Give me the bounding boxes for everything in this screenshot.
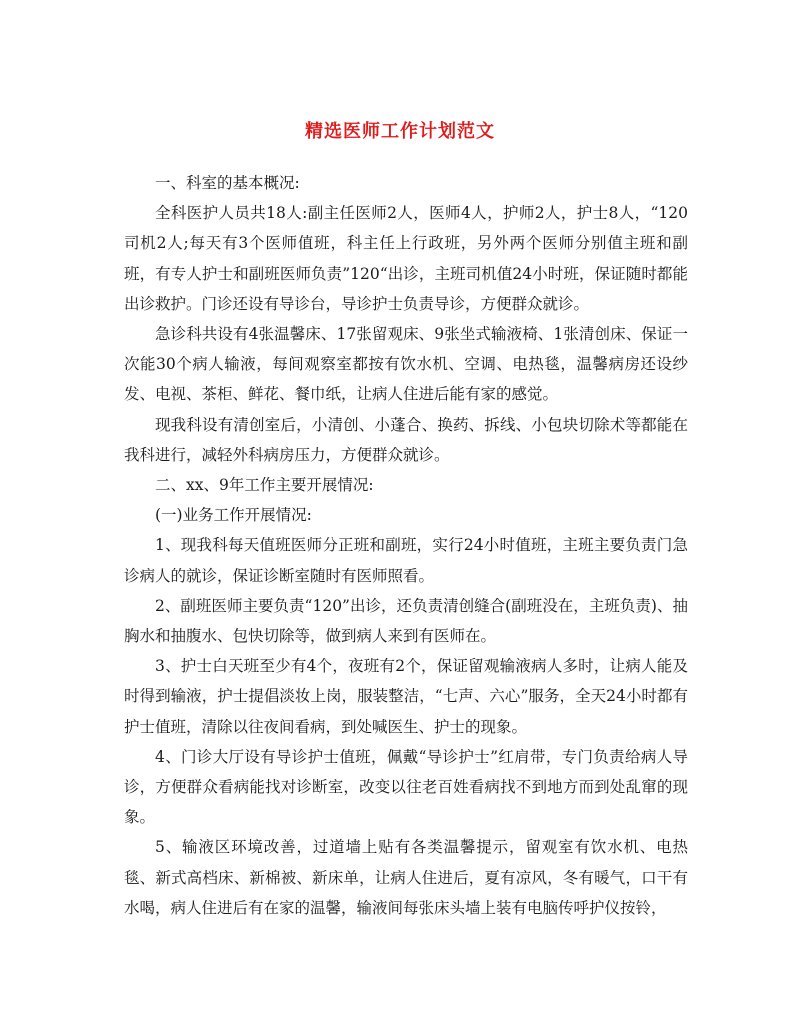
list-item: 1、现我科每天值班医师分正班和副班，实行24小时值班，主班主要负责门急诊病人的就诊，保证诊断室随时有医师照看。 xyxy=(124,536,688,585)
section-heading: 二、xx、9年工作主要开展情况: xyxy=(155,476,374,495)
paragraph: 全科医护人员共18人:副主任医师2人，医师4人，护师2人，护士8人，“120司机2人;每天有3个医师值班，科主任上行政班，另外两个医师分别值主班和副班，有专人护士和副班医师负责”120“出诊，主班司机值24小时班，保证随时都能出诊救护。门诊还设有导诊台，导诊护士负责导诊，方便群众就诊。 xyxy=(124,204,688,313)
document-title: 精选医师工作计划范文 xyxy=(305,121,495,142)
document-body xyxy=(124,168,688,923)
section-heading: 一、科室的基本概况: xyxy=(155,174,300,192)
list-item: 5、输液区环境改善，过道墙上贴有各类温馨提示，留观室有饮水机、电热毯、新式高档床、新棉被、新床单，让病人住进后，夏有凉风，冬有暖气，口干有水喝，病人住进后有在家的温馨，输液间每张床头墙上装有电脑传呼护仪按铃， xyxy=(124,838,688,917)
list-item: 4、门诊大厅设有导诊护士值班，佩戴“导诊护士”红肩带，专门负责给病人导诊，方便群众看病能找对诊断室，改变以往老百姓看病找不到地方而到处乱窜的现象。 xyxy=(124,747,688,827)
paragraph: 急诊科共设有4张温馨床、17张留观床、9张坐式输液椅、1张清创床、保证一次能30个病人输液，每间观察室都按有饮水机、空调、电热毯，温馨病房还设纱发、电视、茶柜、鲜花、餐巾纸，让病人住进后能有家的感觉。 xyxy=(124,325,688,404)
paragraph: 现我科设有清创室后，小清创、小蓬合、换药、拆线、小包块切除术等都能在我科进行，减轻外科病房压力，方便群众就诊。 xyxy=(124,415,688,464)
subsection-heading: (一)业务工作开展情况: xyxy=(155,506,312,525)
list-item: 2、副班医师主要负责“120”出诊，还负责清创缝合(副班没在，主班负责)、抽胸水和抽腹水、包快切除等，做到病人来到有医师在。 xyxy=(124,596,688,646)
list-item: 3、护士白天班至少有4个，夜班有2个，保证留观输液病人多时，让病人能及时得到输液，护士提倡淡妆上岗，服装整洁，“七声、六心”服务，全天24小时都有护士值班，清除以往夜间看病，到处喊医生、护士的现象。 xyxy=(124,657,688,736)
